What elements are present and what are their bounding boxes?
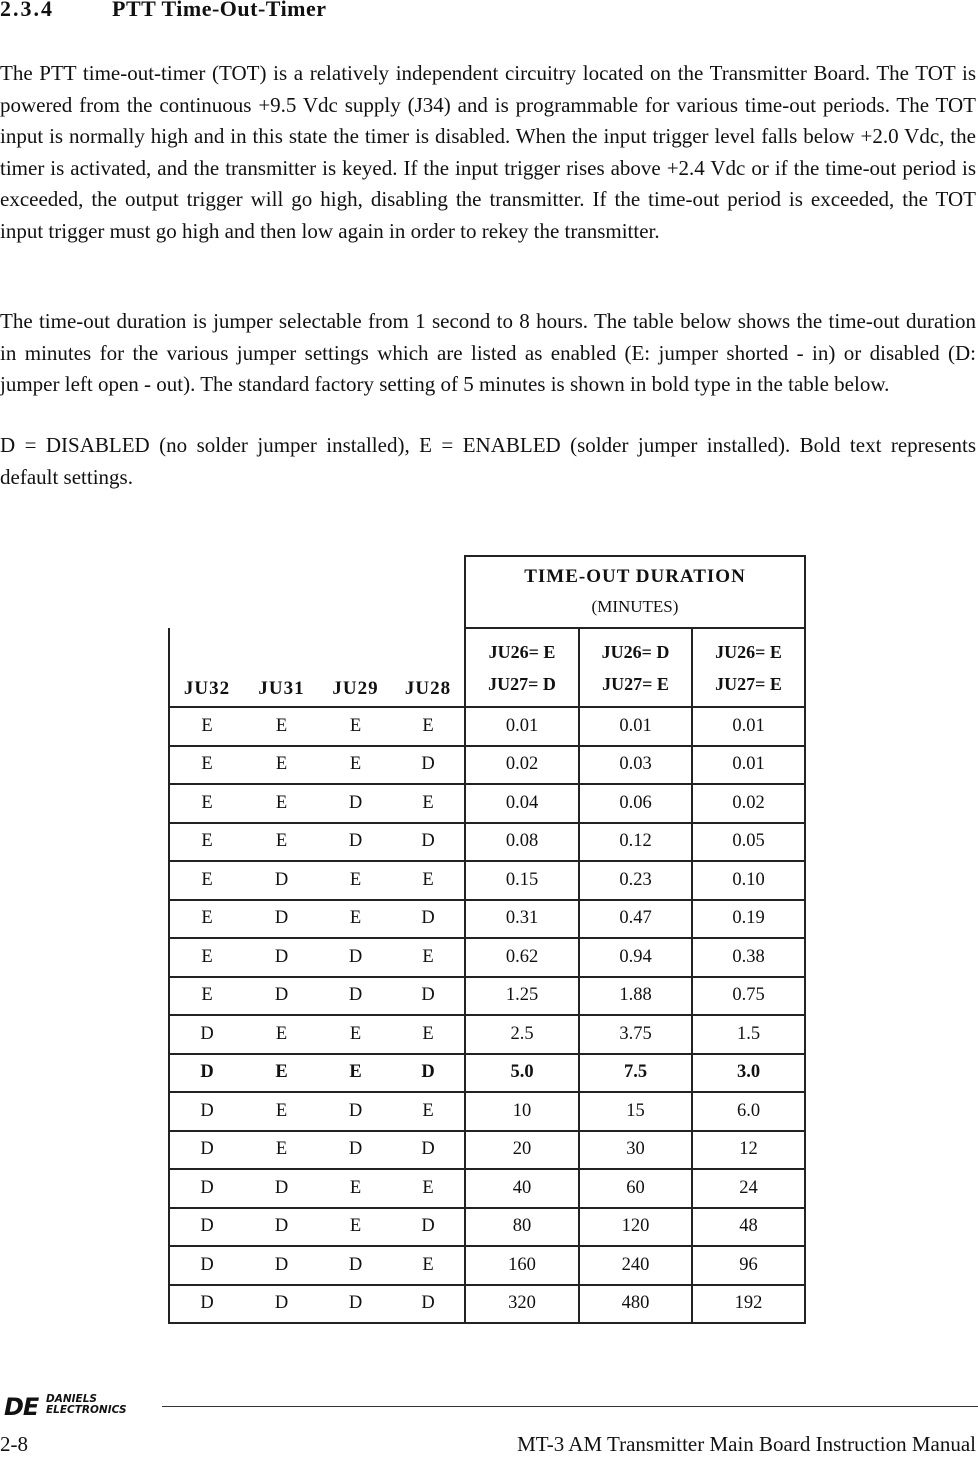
- duration-cell: 0.02: [692, 784, 805, 823]
- jumper-cell: E: [392, 938, 465, 977]
- duration-cell: 24: [692, 1169, 805, 1208]
- duration-cell: 0.06: [579, 784, 692, 823]
- duration-cell: 0.04: [465, 784, 579, 823]
- jumper-cell: D: [169, 1285, 244, 1324]
- duration-cell: 6.0: [692, 1092, 805, 1131]
- duration-cell: 1.25: [465, 977, 579, 1016]
- jumper-cell: E: [169, 746, 244, 785]
- duration-units: (MINUTES): [591, 597, 679, 616]
- jumper-cell: E: [319, 1169, 392, 1208]
- duration-cell: 0.01: [465, 707, 579, 746]
- duration-cell: 320: [465, 1285, 579, 1324]
- section-title: PTT Time-Out-Timer: [112, 0, 327, 21]
- duration-cell: 0.19: [692, 900, 805, 939]
- jumper-cell: D: [169, 1131, 244, 1170]
- jumper-cell: D: [169, 1169, 244, 1208]
- duration-cell: 30: [579, 1131, 692, 1170]
- jumper-cell: E: [392, 1015, 465, 1054]
- jumper-cell: D: [244, 977, 319, 1016]
- jumper-header-ju31: JU31: [244, 628, 319, 707]
- jumper-cell: E: [169, 861, 244, 900]
- duration-cell: 7.5: [579, 1054, 692, 1093]
- jumper-cell: E: [392, 1246, 465, 1285]
- jumper-cell: D: [244, 1285, 319, 1324]
- jumper-cell: E: [244, 707, 319, 746]
- jumper-cell: D: [392, 977, 465, 1016]
- jumper-cell: D: [169, 1246, 244, 1285]
- jumper-cell: E: [169, 707, 244, 746]
- table-row: [169, 861, 805, 900]
- table-row: [169, 1015, 805, 1054]
- duration-cell: 3.0: [692, 1054, 805, 1093]
- table-row: [169, 1131, 805, 1170]
- table-row: [169, 784, 805, 823]
- jumper-cell: E: [392, 861, 465, 900]
- table-row: [169, 1208, 805, 1247]
- jumper-header-ju29: JU29: [319, 628, 392, 707]
- jumper-cell: E: [392, 1092, 465, 1131]
- jumper-cell: D: [392, 900, 465, 939]
- jumper-cell: E: [244, 1131, 319, 1170]
- jumper-cell: E: [244, 1015, 319, 1054]
- duration-cell: 0.12: [579, 823, 692, 862]
- duration-cell: 192: [692, 1285, 805, 1324]
- duration-cell: 240: [579, 1246, 692, 1285]
- duration-col-header-1: JU26= E JU27= D: [465, 628, 579, 707]
- jumper-cell: D: [392, 1208, 465, 1247]
- duration-cell: 0.05: [692, 823, 805, 862]
- table-body: [169, 707, 805, 1323]
- jumper-cell: D: [392, 1054, 465, 1093]
- table-row: [169, 1092, 805, 1131]
- jumper-cell: E: [319, 900, 392, 939]
- jumper-cell: D: [169, 1208, 244, 1247]
- duration-cell: 0.02: [465, 746, 579, 785]
- duration-cell: 48: [692, 1208, 805, 1247]
- jumper-cell: D: [319, 1092, 392, 1131]
- jumper-cell: D: [244, 1208, 319, 1247]
- jumper-cell: E: [319, 746, 392, 785]
- jumper-cell: D: [319, 1246, 392, 1285]
- duration-cell: 5.0: [465, 1054, 579, 1093]
- manual-title: MT-3 AM Transmitter Main Board Instruction Manual: [517, 1432, 976, 1456]
- jumper-cell: D: [392, 1285, 465, 1324]
- jumper-cell: E: [244, 746, 319, 785]
- duration-cell: 96: [692, 1246, 805, 1285]
- jumper-cell: E: [244, 1092, 319, 1131]
- duration-cell: 0.47: [579, 900, 692, 939]
- duration-cell: 1.88: [579, 977, 692, 1016]
- paragraph-duration-selection: The time-out duration is jumper selectable from 1 second to 8 hours. The table below shows the time-out duration in minutes for the various jumper settings which are listed as enabled (E: jumper shorted - in) or disabled (D: jumper left open - out). The standard factory setting of 5 minutes is shown in bold type in the table below.: [0, 309, 976, 396]
- duration-cell: 40: [465, 1169, 579, 1208]
- jumper-header-ju32: JU32: [169, 628, 244, 707]
- jumper-cell: D: [319, 784, 392, 823]
- jumper-cell: D: [319, 1285, 392, 1324]
- duration-cell: 1.5: [692, 1015, 805, 1054]
- jumper-cell: E: [244, 1054, 319, 1093]
- duration-cell: 0.75: [692, 977, 805, 1016]
- duration-cell: 0.62: [465, 938, 579, 977]
- duration-cell: 0.31: [465, 900, 579, 939]
- jumper-cell: D: [392, 823, 465, 862]
- duration-cell: 0.01: [692, 707, 805, 746]
- jumper-cell: E: [392, 1169, 465, 1208]
- daniels-electronics-logo: [4, 1393, 127, 1421]
- table-row: [169, 1285, 805, 1324]
- jumper-cell: E: [169, 823, 244, 862]
- table-row: [169, 746, 805, 785]
- duration-cell: 0.10: [692, 861, 805, 900]
- duration-cell: 2.5: [465, 1015, 579, 1054]
- duration-cell: 0.03: [579, 746, 692, 785]
- logo-company-name: DANIELS ELECTRONICS: [46, 1393, 127, 1416]
- jumper-cell: D: [244, 938, 319, 977]
- duration-cell: 15: [579, 1092, 692, 1131]
- duration-cell: 0.94: [579, 938, 692, 977]
- duration-cell: 0.01: [579, 707, 692, 746]
- table-corner-blank: [169, 556, 465, 628]
- table-row: [169, 1169, 805, 1208]
- duration-cell: 80: [465, 1208, 579, 1247]
- paragraph-legend: D = DISABLED (no solder jumper installed), E = ENABLED (solder jumper installed). Bold text represents default settings.: [0, 433, 976, 489]
- jumper-cell: D: [319, 1131, 392, 1170]
- paragraph-tot-description: The PTT time-out-timer (TOT) is a relatively independent circuitry located on the Transmitter Board. The TOT is powered from the continuous +9.5 Vdc supply (J34) and is programmable for various time-out periods. The TOT input is normally high and in this state the timer is disabled. When the input trigger level falls below +2.0 Vdc, the timer is activated, and the transmitter is keyed. If the input trigger rises above +2.4 Vdc or if the time-out period is exceeded, the output trigger will go high, disabling the transmitter. If the time-out period is exceeded, the TOT input trigger must go high and then low again in order to rekey the transmitter.: [0, 61, 976, 243]
- duration-cell: 160: [465, 1246, 579, 1285]
- duration-cell: 0.15: [465, 861, 579, 900]
- jumper-cell: E: [392, 784, 465, 823]
- table-row: [169, 977, 805, 1016]
- jumper-cell: E: [319, 1054, 392, 1093]
- jumper-cell: D: [319, 823, 392, 862]
- jumper-cell: E: [319, 707, 392, 746]
- jumper-cell: E: [319, 1015, 392, 1054]
- duration-header: [465, 556, 805, 628]
- jumper-cell: D: [244, 1169, 319, 1208]
- table-row: [169, 707, 805, 746]
- table-row: [169, 1246, 805, 1285]
- duration-cell: 0.38: [692, 938, 805, 977]
- jumper-cell: D: [319, 938, 392, 977]
- duration-cell: 0.01: [692, 746, 805, 785]
- logo-mark: DE: [4, 1393, 39, 1421]
- page-number: 2-8: [0, 1432, 28, 1456]
- table-row: [169, 1054, 805, 1093]
- duration-cell: 480: [579, 1285, 692, 1324]
- jumper-cell: E: [169, 938, 244, 977]
- jumper-cell: D: [392, 746, 465, 785]
- duration-cell: 60: [579, 1169, 692, 1208]
- jumper-cell: E: [169, 784, 244, 823]
- jumper-cell: E: [319, 1208, 392, 1247]
- section-number: 2.3.4: [0, 0, 54, 21]
- jumper-cell: D: [319, 977, 392, 1016]
- jumper-cell: D: [392, 1131, 465, 1170]
- duration-cell: 0.08: [465, 823, 579, 862]
- duration-cell: 10: [465, 1092, 579, 1131]
- jumper-cell: E: [319, 861, 392, 900]
- timeout-duration-table: [168, 555, 806, 1324]
- table-row: [169, 823, 805, 862]
- jumper-cell: E: [169, 900, 244, 939]
- jumper-cell: E: [392, 707, 465, 746]
- duration-cell: 120: [579, 1208, 692, 1247]
- duration-col-header-3: JU26= E JU27= E: [692, 628, 805, 707]
- duration-cell: 12: [692, 1131, 805, 1170]
- footer-divider: [162, 1406, 978, 1407]
- jumper-cell: D: [169, 1092, 244, 1131]
- jumper-cell: E: [169, 977, 244, 1016]
- duration-cell: 3.75: [579, 1015, 692, 1054]
- duration-col-header-2: JU26= D JU27= E: [579, 628, 692, 707]
- jumper-header-ju28: JU28: [392, 628, 465, 707]
- duration-cell: 0.23: [579, 861, 692, 900]
- jumper-cell: D: [244, 1246, 319, 1285]
- table-row: [169, 938, 805, 977]
- jumper-cell: D: [169, 1015, 244, 1054]
- duration-title: TIME-OUT DURATION: [524, 566, 746, 587]
- jumper-cell: D: [169, 1054, 244, 1093]
- jumper-cell: E: [244, 784, 319, 823]
- section-heading: [0, 0, 327, 22]
- jumper-cell: D: [244, 900, 319, 939]
- duration-cell: 20: [465, 1131, 579, 1170]
- jumper-cell: D: [244, 861, 319, 900]
- table-row: [169, 900, 805, 939]
- jumper-cell: E: [244, 823, 319, 862]
